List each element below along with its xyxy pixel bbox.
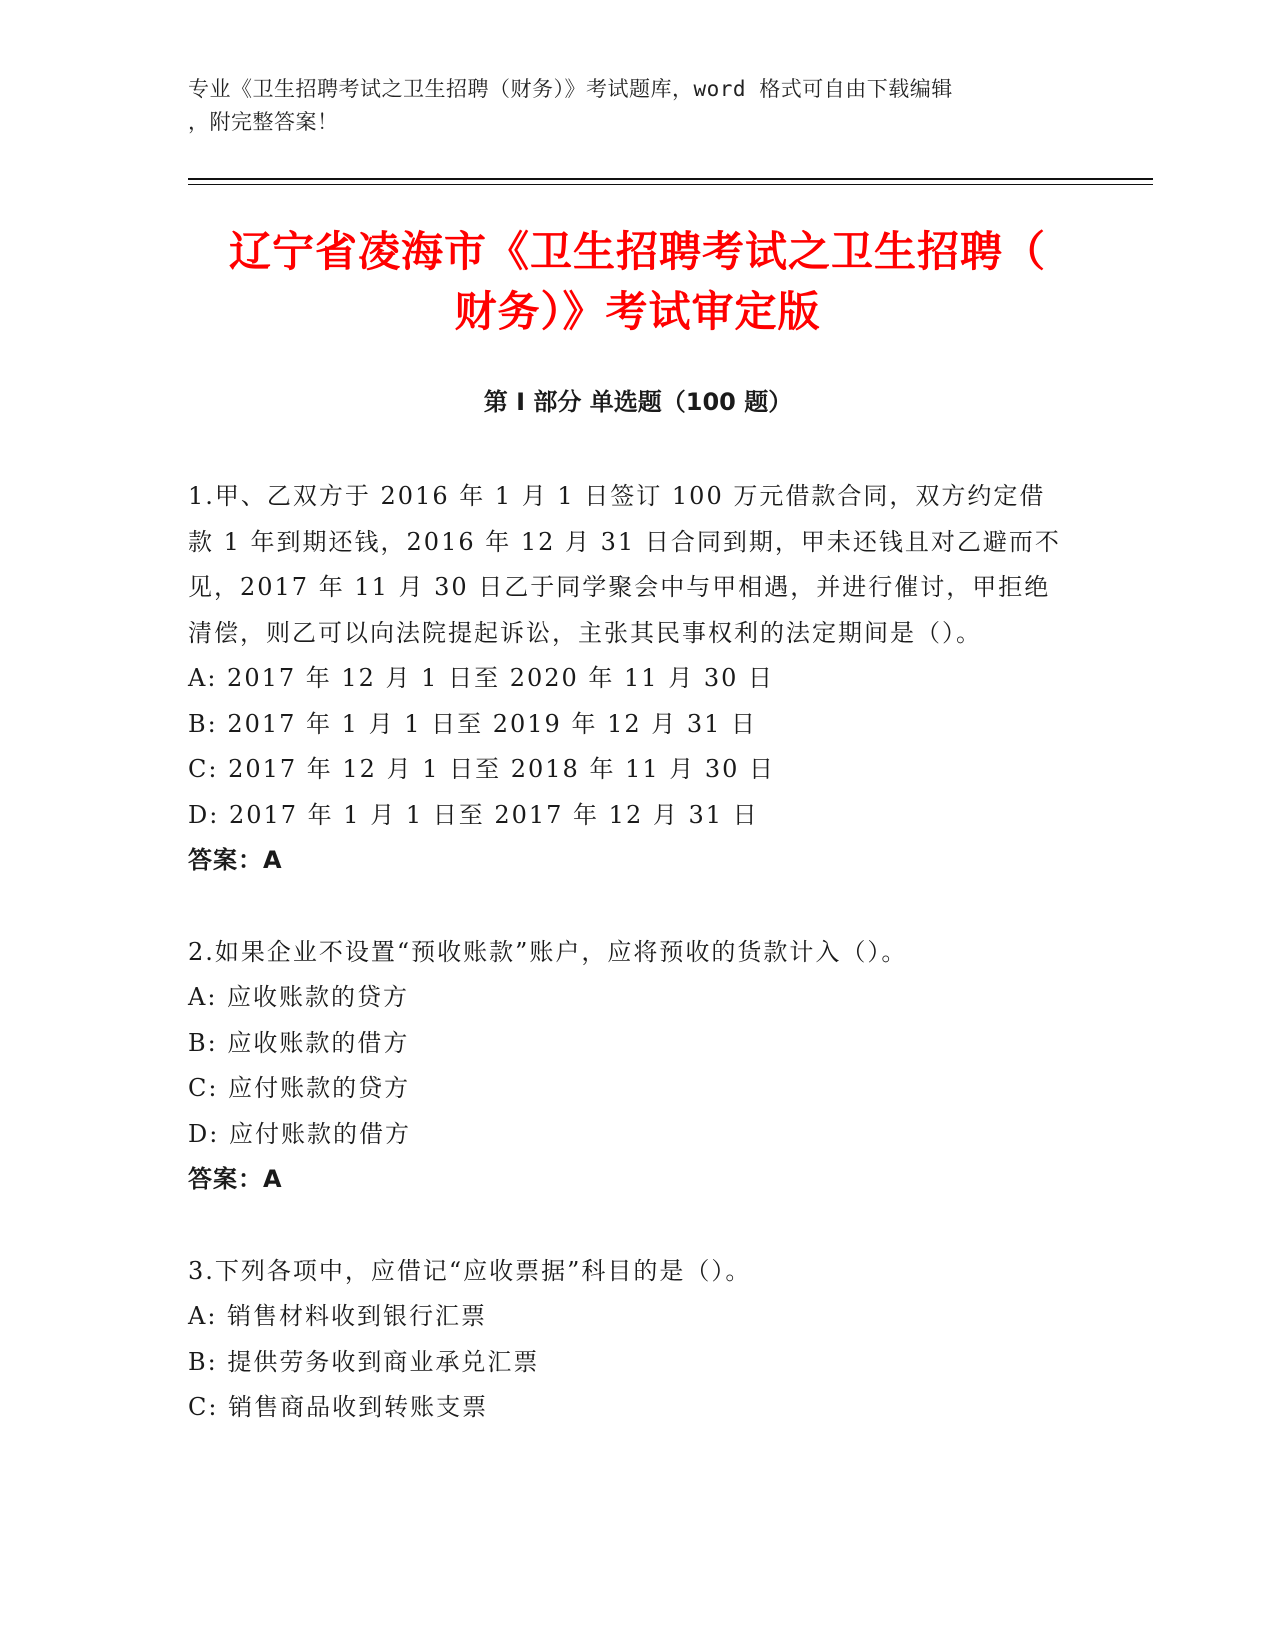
option-a: A: 2017 年 12 月 1 日至 2020 年 11 月 30 日 [188,664,775,692]
question-list [188,474,1068,1477]
header-note-line-2: ，附完整答案！ [188,110,339,134]
option-c: C: 2017 年 12 月 1 日至 2018 年 11 月 30 日 [188,755,776,783]
document-title [160,222,1115,342]
option-d: D: 2017 年 1 月 1 日至 2017 年 12 月 31 日 [188,800,759,829]
header-rule-thin [188,184,1153,185]
question-stem: 3.下列各项中，应借记“应收票据”科目的是（）。 [188,1256,752,1285]
option-b: B: 提供劳务收到商业承兑汇票 [188,1347,540,1376]
answer-label: 答案：A [188,846,283,874]
question-3 [188,1249,1068,1431]
header-rule-thick [188,178,1153,180]
option-d: D: 应付账款的借方 [188,1119,411,1148]
option-b: B: 2017 年 1 月 1 日至 2019 年 12 月 31 日 [188,709,758,738]
question-2 [188,930,1068,1203]
header-note-line-1: 专业《卫生招聘考试之卫生招聘（财务）》考试题库，word 格式可自由下载编辑 [188,77,953,101]
question-stem: 1.甲、乙双方于 2016 年 1 月 1 日签订 100 万元借款合同，双方约定借款 1 年到期还钱，2016 年 12 月 31 日合同到期，甲未还钱且对乙避而不见，2017 年 11 月 30 日乙于同学聚会中与甲相遇，并进行催讨，甲拒绝清偿，则乙可以向法院提起诉讼，主张其民事权利的法定期间是（）。 [188,482,1061,647]
question-stem: 2.如果企业不设置“预收账款”账户，应将预收的货款计入（）。 [188,937,908,966]
answer-label: 答案：A [188,1165,283,1193]
option-a: A: 应收账款的贷方 [188,983,410,1011]
document-title-line-2: 财务）》考试审定版 [454,287,821,336]
option-b: B: 应收账款的借方 [188,1028,410,1057]
option-c: C: 销售商品收到转账支票 [188,1393,489,1421]
question-1 [188,474,1068,884]
document-title-line-1: 辽宁省凌海市《卫生招聘考试之卫生招聘（ [228,227,1046,276]
header-note [188,73,1068,139]
option-c: C: 应付账款的贷方 [188,1074,411,1102]
option-a: A: 销售材料收到银行汇票 [188,1302,488,1330]
section-heading: 第 I 部分 单选题（100 题） [483,388,793,416]
